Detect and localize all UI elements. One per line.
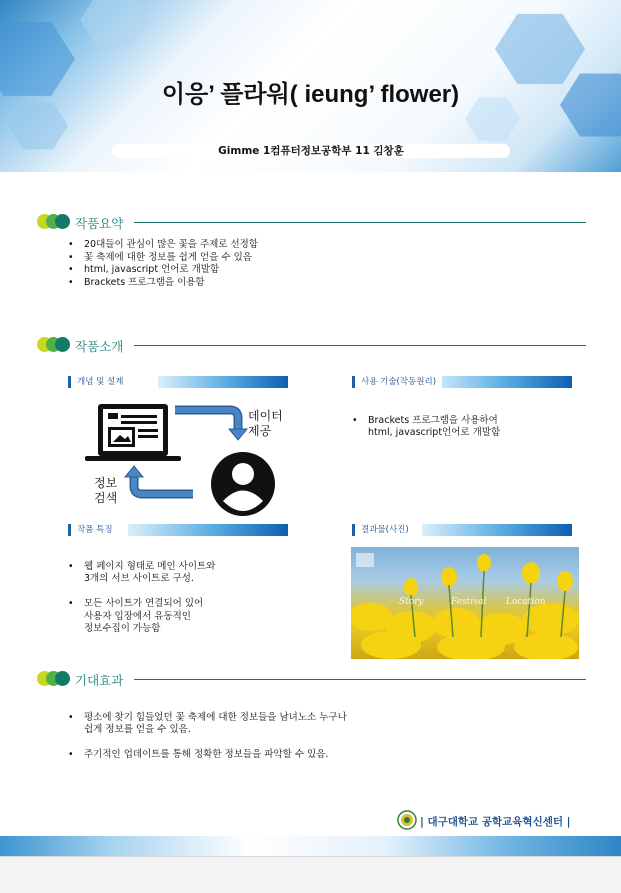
list-item: • 평소에 찾기 힘들었던 꽃 축제에 대한 정보들을 남녀노소 누구나 쉽게 정보를 얻을 수 있음. (68, 712, 548, 737)
list-item: • 20대들이 관심이 많은 꽃을 주제로 선정함 (68, 239, 428, 252)
tech-list (352, 402, 592, 452)
list-item: • 모든 사이트가 연결되어 있어 사용자 입장에서 유동적인 정보수집이 가능함 (68, 598, 328, 636)
section-divider (134, 679, 586, 680)
effects-list (68, 699, 548, 774)
list-item: • Brackets 프로그램을 이용함 (68, 277, 428, 290)
section-divider (134, 222, 586, 223)
section-divider (134, 345, 586, 346)
section-title-summary: 작품요약 (75, 216, 124, 231)
list-item: • 웹 페이지 형태로 메인 사이트와 3개의 서브 사이트로 구성. (68, 561, 328, 586)
info-search-label: 정보 검색 (94, 476, 118, 505)
subsection-label: 결과물(사진) (352, 524, 415, 536)
page-title: 이응’ 플라워( ieung’ flower) (161, 81, 460, 108)
university-seal-icon (397, 810, 417, 830)
author-line: Gimme 1컴퓨터정보공학부 11 김창훈 (112, 144, 510, 158)
subsection-bar-tech (352, 376, 572, 388)
list-item: • Brackets 프로그램을 사용하여 html, javascript언어로 개발함 (352, 415, 592, 440)
arrow-right-down-icon (175, 410, 247, 440)
list-item: • html, javascript 언어로 개발함 (68, 264, 428, 277)
footer-band (0, 836, 621, 856)
photo-text: Festival (451, 597, 487, 607)
arrow-left-up-icon (125, 466, 193, 494)
subsection-label: 사용 기술(작동원리) (352, 376, 442, 388)
features-list (68, 548, 328, 648)
photo-text: Story (399, 597, 424, 607)
summary-list (68, 239, 428, 289)
computer-icon (85, 404, 181, 461)
hexagon-decoration (80, 0, 150, 50)
footer-org-name: | 대구대학교 공학교육혁신센터 | (420, 816, 571, 828)
section-dots-icon (37, 337, 71, 353)
list-item: • 주기적인 업데이트를 통해 정확한 정보들을 파악할 수 있음. (68, 749, 548, 762)
section-title-intro: 작품소개 (75, 339, 124, 354)
list-item: • 꽃 축제에 대한 정보를 쉽게 얻을 수 있음 (68, 252, 428, 265)
data-provide-label: 데이터 제공 (248, 409, 283, 438)
page-bottom-area (0, 856, 621, 893)
section-dots-icon (37, 671, 71, 687)
result-photo (351, 547, 579, 659)
user-avatar-icon (211, 452, 275, 516)
section-dots-icon (37, 214, 71, 230)
section-title-effects: 기대효과 (75, 673, 124, 688)
subsection-bar-features (68, 524, 288, 536)
subsection-bar-result (352, 524, 572, 536)
subsection-bar-concept (68, 376, 288, 388)
subsection-label: 작품 특징 (68, 524, 119, 536)
photo-text: Location (506, 597, 546, 607)
subsection-label: 개념 및 설계 (68, 376, 129, 388)
